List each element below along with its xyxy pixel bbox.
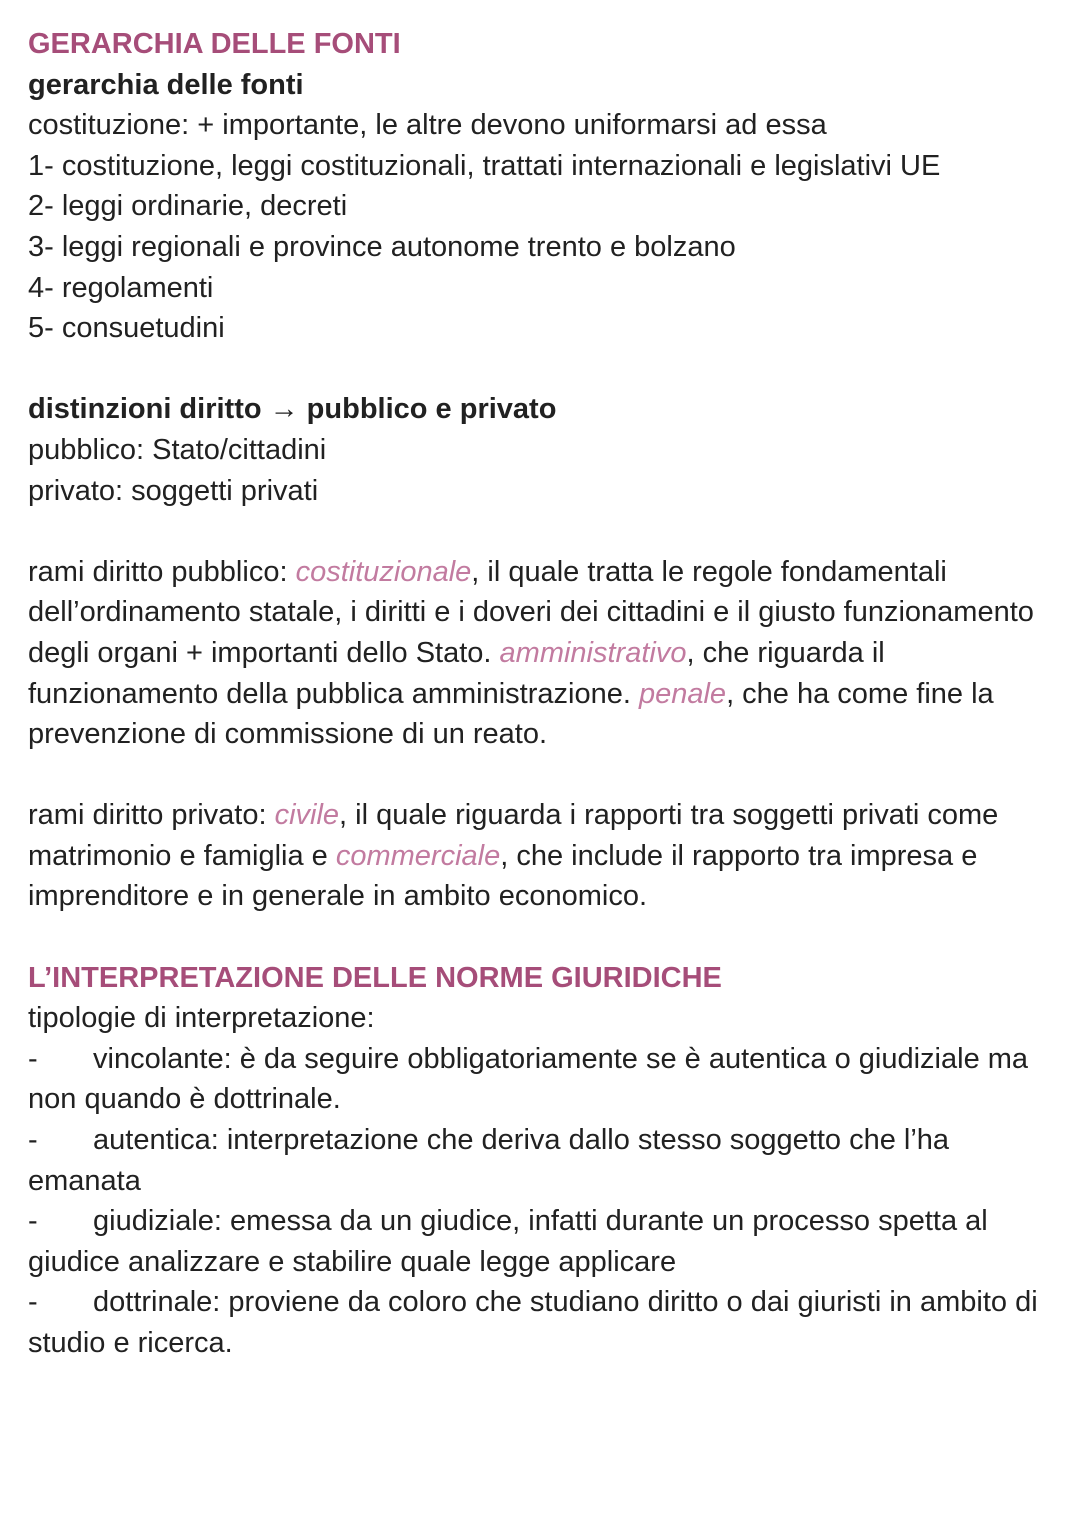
bullet-dash: - bbox=[28, 1042, 38, 1075]
spacer bbox=[28, 755, 1058, 796]
list-item bbox=[28, 1039, 1058, 1120]
section-title-interpretazione: L’INTERPRETAZIONE DELLE NORME GIURIDICHE bbox=[28, 961, 722, 994]
spacer bbox=[28, 349, 1058, 390]
rami-pubblico-text3: , che ha come fine la prevenzione di commissione di un reato. bbox=[28, 677, 994, 751]
bullet-dash: - bbox=[28, 1124, 38, 1157]
bullet-text: autentica: interpretazione che deriva dallo stesso soggetto che l’ha emanata bbox=[28, 1124, 950, 1197]
rami-pubblico-text2: , che riguarda il funzionamento della pubblica amministrazione. bbox=[28, 636, 885, 710]
list-item: 2- leggi ordinarie, decreti bbox=[28, 190, 348, 223]
list-item: 1- costituzione, leggi costituzionali, trattati internazionali e legislativi UE bbox=[28, 149, 941, 182]
term-costituzionale: costituzionale bbox=[295, 555, 472, 588]
spacer bbox=[28, 917, 1058, 958]
intro-tipologie: tipologie di interpretazione: bbox=[28, 1002, 375, 1035]
term-amministrativo: amministrativo bbox=[499, 636, 687, 669]
bullet-text: dottrinale: proviene da coloro che studiano diritto o dai giuristi in ambito di studio e ricerca. bbox=[28, 1286, 1038, 1359]
rami-pubblico-text1: , il quale tratta le regole fondamentali dell’ordinamento statale, i diritti e i doveri dei cittadini e il giusto funzionamento degli organi + importanti dello Stato. bbox=[28, 555, 1034, 669]
bullet-text: vincolante: è da seguire obbligatoriamente se è autentica o giudiziale ma non quando è dottrinale. bbox=[28, 1042, 1029, 1116]
list-item bbox=[28, 1282, 1058, 1363]
rami-privato-prefix: rami diritto privato: bbox=[28, 799, 275, 832]
term-civile: civile bbox=[274, 799, 340, 832]
list-item bbox=[28, 1120, 1058, 1201]
list-item: 5- consuetudini bbox=[28, 312, 225, 345]
def-pubblico: pubblico: Stato/cittadini bbox=[28, 433, 327, 466]
section-title-gerarchia: GERARCHIA DELLE FONTI bbox=[28, 28, 401, 60]
list-item: 3- leggi regionali e province autonome trento e bolzano bbox=[28, 230, 736, 263]
spacer bbox=[28, 511, 1058, 552]
def-privato: privato: soggetti privati bbox=[28, 474, 319, 507]
rami-privato-text1: , il quale riguarda i rapporti tra soggetti privati come matrimonio e famiglia e bbox=[28, 799, 999, 872]
intro-costituzione: costituzione: + importante, le altre devono uniformarsi ad essa bbox=[28, 109, 827, 142]
term-commerciale: commerciale bbox=[335, 839, 501, 872]
subtitle-gerarchia: gerarchia delle fonti bbox=[28, 68, 304, 101]
list-item bbox=[28, 1201, 1058, 1282]
subtitle-distinzioni: distinzioni diritto → pubblico e privato bbox=[28, 393, 557, 426]
list-item: 4- regolamenti bbox=[28, 271, 214, 304]
bullet-dash: - bbox=[28, 1205, 38, 1238]
paragraph-rami-pubblico bbox=[28, 552, 1058, 755]
rami-pubblico-prefix: rami diritto pubblico: bbox=[28, 555, 296, 588]
rami-privato-text2: , che include il rapporto tra impresa e imprenditore e in generale in ambito economico. bbox=[28, 839, 978, 913]
paragraph-rami-privato bbox=[28, 795, 1058, 917]
term-penale: penale bbox=[638, 677, 727, 710]
document-page bbox=[28, 24, 1058, 1364]
bullet-dash: - bbox=[28, 1286, 38, 1319]
bullet-text: giudiziale: emessa da un giudice, infatti durante un processo spetta al giudice analizzare e stabilire quale legge applicare bbox=[28, 1205, 988, 1278]
